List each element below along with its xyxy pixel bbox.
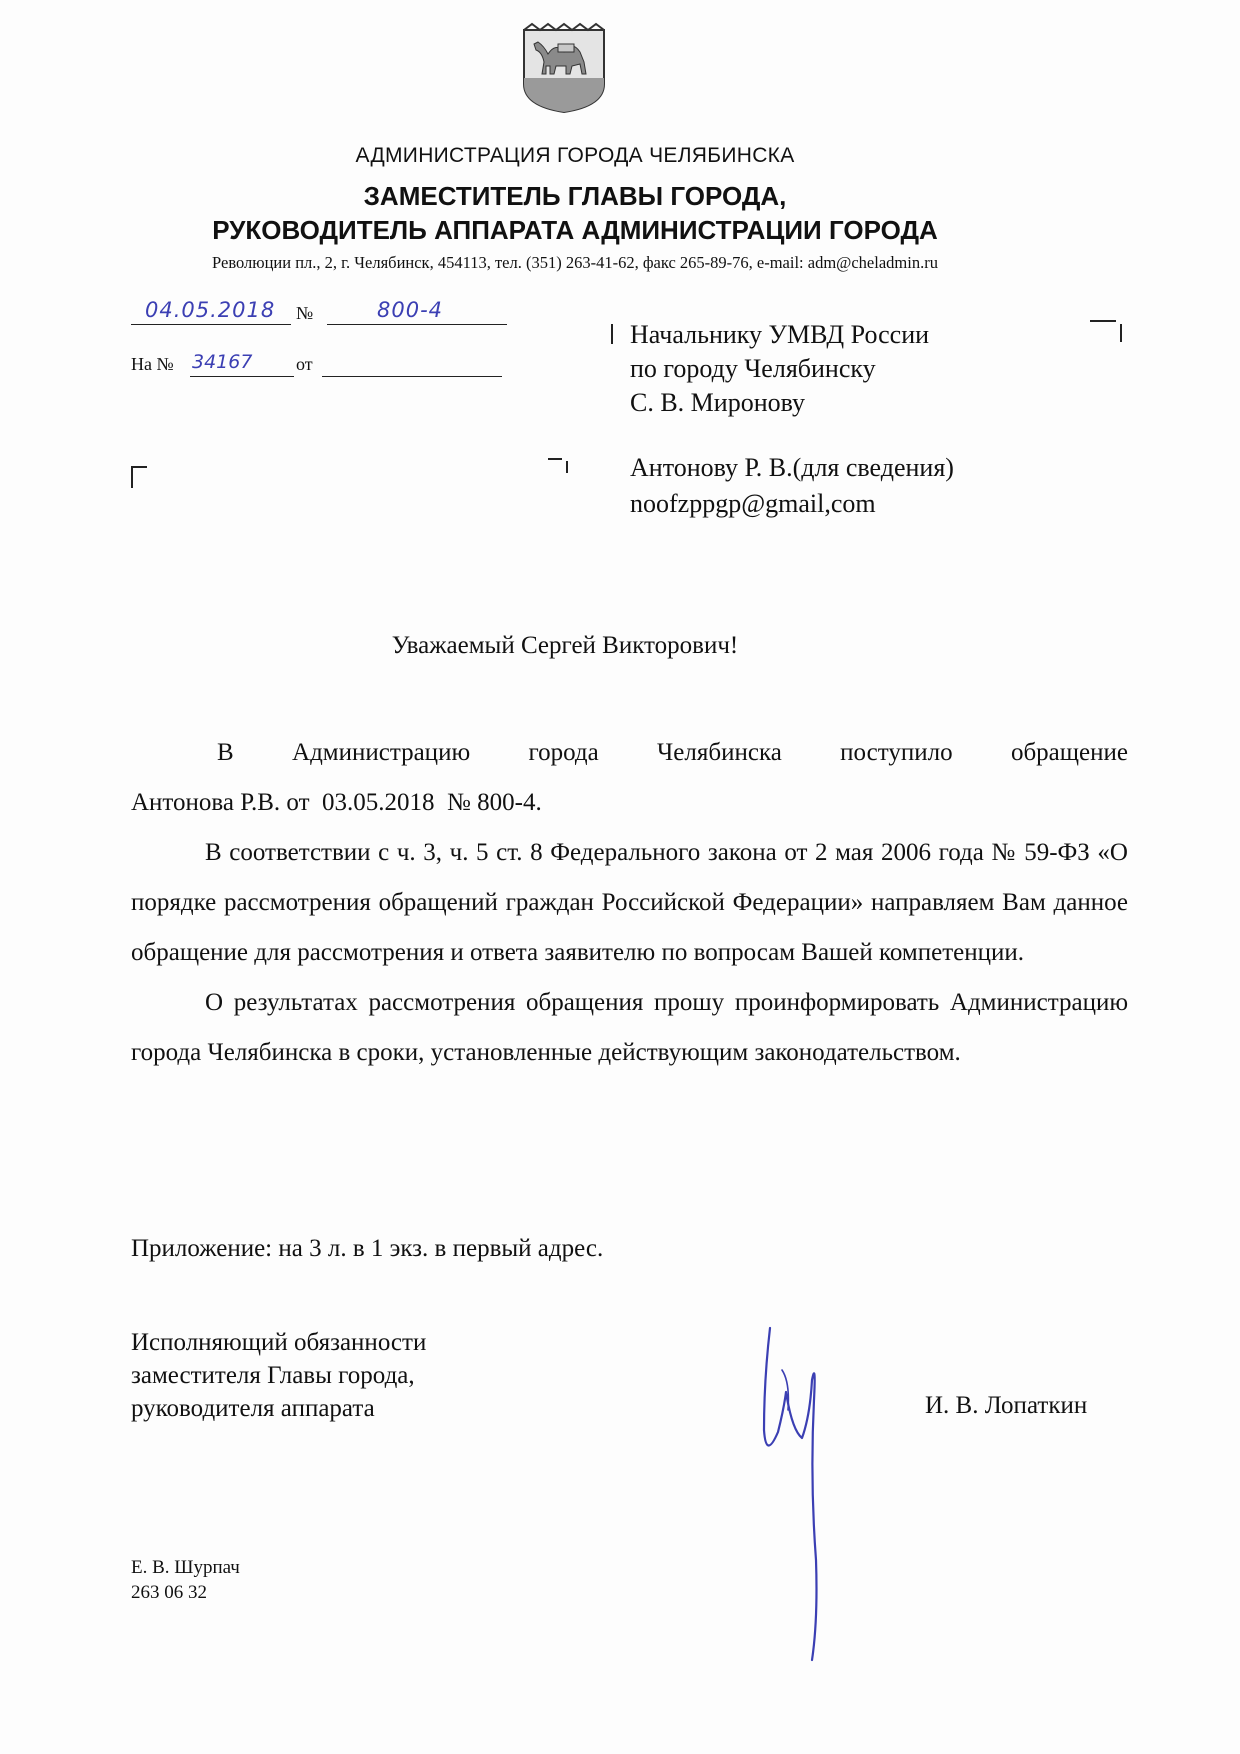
addressee-corner-right bbox=[1090, 320, 1116, 322]
official-title-line1: ЗАМЕСТИТЕЛЬ ГЛАВЫ ГОРОДА, bbox=[363, 181, 787, 211]
signatory-position-line1: Исполняющий обязанности bbox=[131, 1329, 427, 1356]
paragraph-3: О результатах рассмотрения обращения прошу проинформировать Администрацию города Челябинска в сроки, установленные действующим законодательством. bbox=[131, 989, 1128, 1066]
signatory-position-line2: заместителя Главы города, bbox=[131, 1362, 415, 1389]
handwritten-reply-number: 34167 bbox=[192, 351, 253, 373]
executor-block bbox=[131, 1555, 240, 1605]
signatory-position-line3: руководителя аппарата bbox=[131, 1395, 375, 1422]
reply-number-label: На № bbox=[131, 354, 174, 374]
addressee-line1: Начальнику УМВД России bbox=[630, 320, 930, 349]
handwritten-number: 800-4 bbox=[377, 298, 444, 322]
handwritten-date: 04.05.2018 bbox=[145, 298, 276, 322]
word: В bbox=[217, 739, 234, 766]
addressee-block bbox=[630, 318, 929, 420]
number-field bbox=[327, 298, 507, 325]
official-title-line2: РУКОВОДИТЕЛЬ АППАРАТА АДМИНИСТРАЦИИ ГОРОДА bbox=[212, 215, 938, 245]
executor-name: Е. В. Шурпач bbox=[131, 1557, 240, 1578]
reply-number-field bbox=[190, 350, 294, 377]
attachment-note: Приложение: на 3 л. в 1 экз. в первый адрес. bbox=[131, 1235, 604, 1262]
executor-phone: 263 06 32 bbox=[131, 1582, 207, 1603]
addressee-line2: по городу Челябинску bbox=[630, 354, 876, 383]
paragraph-1-line2: Антонова Р.В. от 03.05.2018 № 800-4. bbox=[131, 789, 542, 816]
paragraph-1-line1 bbox=[131, 728, 1128, 778]
number-label: № bbox=[296, 303, 314, 323]
from-date-field bbox=[322, 350, 502, 377]
word: обращение bbox=[1010, 739, 1128, 766]
salutation: Уважаемый Сергей Викторович! bbox=[391, 632, 739, 659]
handwritten-signature-icon bbox=[752, 1320, 867, 1670]
corner-mark-top-right-tick bbox=[566, 461, 568, 473]
copy-recipient-block bbox=[630, 450, 954, 522]
from-label: от bbox=[296, 354, 313, 374]
signatory-position bbox=[131, 1326, 426, 1425]
addressee-line3: С. В. Миронову bbox=[630, 388, 806, 417]
word: Администрацию bbox=[292, 739, 471, 766]
signatory-name: И. В. Лопаткин bbox=[925, 1392, 1088, 1419]
corner-mark-top-left bbox=[131, 466, 147, 488]
date-field bbox=[131, 298, 291, 325]
coat-of-arms-icon bbox=[522, 22, 606, 114]
contact-address: Революции пл., 2, г. Челябинск, 454113, тел. (351) 263-41-62, факс 265-89-76, e-mail: adm@cheladmin.ru bbox=[212, 253, 938, 272]
addressee-corner-left bbox=[611, 324, 613, 344]
administration-name: АДМИНИСТРАЦИЯ ГОРОДА ЧЕЛЯБИНСКА bbox=[355, 144, 795, 167]
word: Челябинска bbox=[657, 739, 782, 766]
copy-recipient-name: Антонову Р. В.(для сведения) bbox=[630, 453, 954, 482]
word: города bbox=[528, 739, 599, 766]
copy-recipient-email: noofzppgp@gmail,com bbox=[630, 489, 876, 518]
letter-body bbox=[131, 728, 1128, 1078]
paragraph-2: В соответствии с ч. 3, ч. 5 ст. 8 Федерального закона от 2 мая 2006 года № 59-ФЗ «О порядке рассмотрения обращений граждан Российской Федерации» направляем Вам данное обращение для рассмотрения и ответа заявителю по вопросам Вашей компетенции. bbox=[131, 839, 1128, 966]
word: поступило bbox=[840, 739, 953, 766]
addressee-corner-right-tick bbox=[1120, 324, 1122, 342]
corner-mark-top-right bbox=[548, 458, 562, 460]
